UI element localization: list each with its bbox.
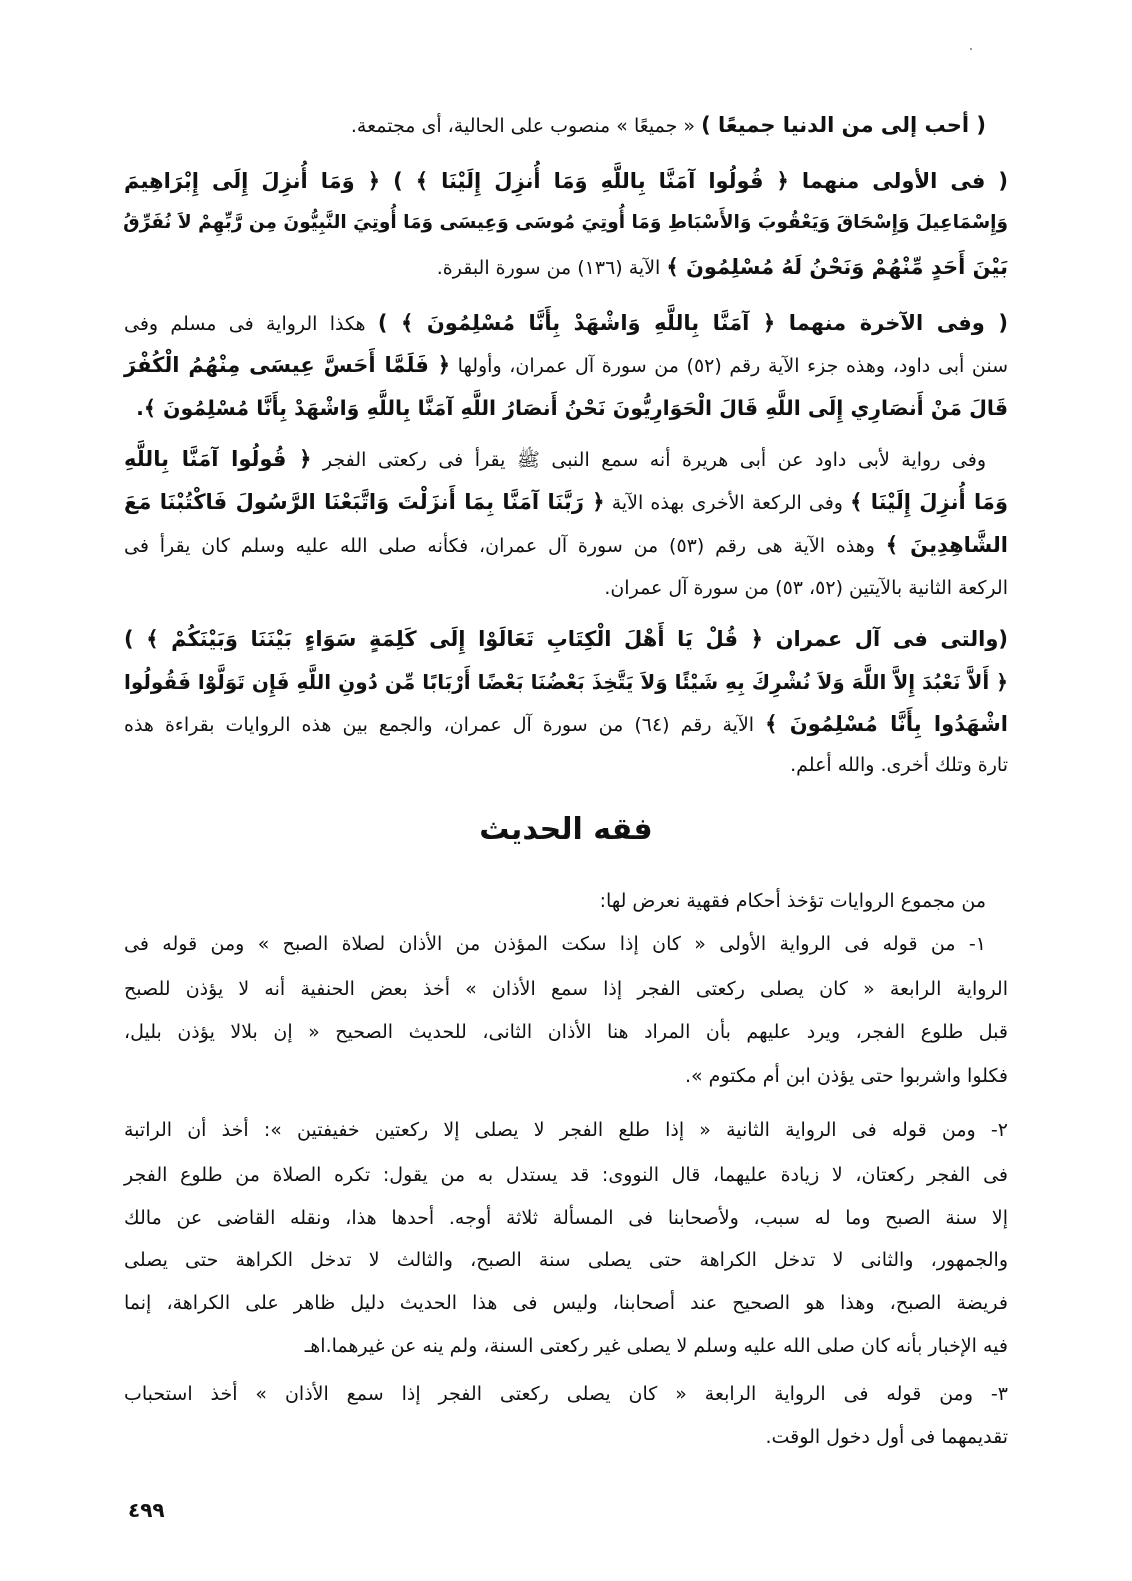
body-text-run: وهذه الآية هى رقم (٥٣) من سورة آل عمران، فكأنه صلى الله عليه وسلم كان يقرأ فى — [124, 535, 886, 557]
text-line — [124, 1017, 1008, 1047]
text-line — [124, 393, 1008, 425]
body-text-run: الركعة الثانية بالآيتين (٥٢، ٥٣) من سورة آل عمران. — [604, 577, 1008, 599]
body-text-run: فى الفجر ركعتان، لا زيادة عليهما، قال النووى: قد يستدل به من يقول: تكره الصلاة من طلوع الفجر — [124, 1164, 1008, 1186]
text-line — [124, 487, 1008, 518]
text-line — [124, 350, 1008, 381]
scan-speck — [970, 48, 972, 50]
body-text-run: وفى رواية لأبى داود عن أبى هريرة أنه سمع النبى ﷺ يقرأ فى ركعتى الفجر — [311, 449, 986, 471]
quote-text: الشَّاهِدِينَ ﴾ — [885, 533, 1008, 557]
text-line — [124, 530, 1008, 561]
quote-text: ﴿ رَبَّنَا آمَنَّا بِمَا أَنزَلْتَ وَاتَّبَعْنَا الرَّسُولَ فَاكْتُبْنَا مَعَ — [124, 490, 605, 514]
quote-text: ( وفى الآخرة منهما ﴿ آمَنَّا بِاللَّهِ وَاشْهَدْ بِأَنَّا مُسْلِمُونَ ﴾ ) — [377, 311, 1008, 335]
text-line — [124, 1422, 1008, 1452]
body-text-run: الرواية الرابعة « كان يصلى ركعتى الفجر إذا سمع الأذان » أخذ بعض الحنفية أنه لا يؤذن للصبح — [124, 978, 1008, 1000]
text-line — [124, 444, 1008, 475]
body-text-run: فيه الإخبار بأنه كان صلى الله عليه وسلم لا يصلى غير ركعتى السنة، ولم ينه عن غيرهما.اهـ — [304, 1335, 1008, 1357]
quote-text: ﴿ أَلاَّ نَعْبُدَ إِلاَّ اللَّهَ وَلاَ نُشْرِكَ بِهِ شَيْئًا وَلاَ يَتَّخِذَ بَعْضُنَا بَعْضًا أَرْبَابًا مِّن دُونِ اللَّهِ فَإِن تَوَلَّوْا فَقُولُوا — [124, 670, 1008, 694]
body-text-run: وفى الركعة الأخرى بهذه الآية — [604, 492, 851, 514]
text-line — [124, 750, 1008, 780]
text-line — [124, 110, 1008, 141]
text-line — [124, 1379, 1008, 1409]
quote-text: ( أحب إلى من الدنيا جميعًا ) — [701, 113, 986, 137]
body-text-run: ٣- ومن قوله فى الرواية الرابعة « كان يصلى ركعتى الفجر إذا سمع الأذان » أخذ استحباب — [124, 1383, 1008, 1405]
text-line — [124, 974, 1008, 1004]
quote-text: ﴿ قُولُوا آمَنَّا بِاللَّهِ — [124, 447, 312, 471]
quote-text: اشْهَدُوا بِأَنَّا مُسْلِمُونَ ﴾ — [765, 712, 1008, 736]
body-text-run: فكلوا واشربوا حتى يؤذن ابن أم مكتوم ». — [684, 1065, 1008, 1087]
text-line — [124, 208, 1008, 238]
section-heading: فقه الحديث — [479, 812, 653, 847]
body-text-run: « جميعًا » منصوب على الحالية، أى مجتمعة. — [350, 115, 702, 137]
quote-text: (والتى فى آل عمران ﴿ قُلْ يَا أَهْلَ الْكِتَابِ تَعَالَوْا إِلَى كَلِمَةٍ سَوَاءٍ بَيْنَنَا وَبَيْنَكُمْ ﴾ ) — [124, 627, 1008, 651]
quote-text: قَالَ مَنْ أَنصَارِي إِلَى اللَّهِ قَالَ الْحَوَارِيُّونَ نَحْنُ أَنصَارُ اللَّهِ آمَنَّا بِاللَّهِ وَاشْهَدْ بِأَنَّا مُسْلِمُونَ ﴾. — [136, 396, 1008, 420]
quote-text: ﴿ فَلَمَّا أَحَسَّ عِيسَى مِنْهُمُ الْكُفْرَ — [124, 353, 451, 377]
body-text-run: من مجموع الروايات تؤخذ أحكام فقهية نعرض لها: — [599, 890, 986, 912]
body-text-run: ٢- ومن قوله فى الرواية الثانية « إذا طلع الفجر لا يصلى إلا ركعتين خفيفتين »: أخذ أن الراتبة — [124, 1119, 1008, 1141]
body-text-run: هكذا الرواية فى مسلم وفى — [124, 313, 378, 335]
quote-text: ( فى الأولى منهما ﴿ قُولُوا آمَنَّا بِاللَّهِ وَمَا أُنزِلَ إِلَيْنَا ﴾ ) ﴿ وَمَا أُنزِلَ إِلَى إِبْرَاهِيمَ — [124, 169, 1008, 193]
text-line — [124, 667, 1008, 699]
body-text-run: الآية رقم (٦٤) من سورة آل عمران، والجمع بين هذه الروايات بقراءة هذه — [124, 714, 766, 736]
text-line — [124, 886, 1008, 916]
text-line — [124, 1245, 1008, 1275]
text-line — [124, 1331, 1008, 1361]
body-text-run: فريضة الصبح، وهذا هو الصحيح عند أصحابنا، وليس فى هذا الحديث دليل ظاهر على الكراهة، إنما — [124, 1292, 1008, 1314]
text-line — [124, 1288, 1008, 1318]
body-text-run: إلا سنة الصبح وما له سبب، ولأصحابنا فى المسألة ثلاثة أوجه. أحدها هذا، ونقله القاضى عن مالك — [124, 1207, 1008, 1229]
text-line — [124, 624, 1008, 655]
body-text-run: الآية (١٣٦) من سورة البقرة. — [436, 257, 667, 279]
body-text-run: قبل طلوع الفجر، ويرد عليهم بأن المراد هنا الأذان الثانى، للحديث الصحيح « إن بلالا يؤذن بليل، — [124, 1021, 1008, 1043]
body-text-run: سنن أبى داود، وهذه جزء الآية رقم (٥٢) من سورة آل عمران، وأولها — [450, 355, 1009, 377]
text-line — [124, 1160, 1008, 1190]
text-line — [124, 573, 1008, 603]
text-line — [124, 1115, 1008, 1145]
body-text-run: تارة وتلك أخرى. والله أعلم. — [790, 754, 1008, 776]
text-line — [124, 308, 1008, 339]
quote-text: وَمَا أُنزِلَ إِلَيْنَا ﴾ — [850, 490, 1008, 514]
page-number: ٤٩٩ — [128, 1498, 165, 1522]
body-text-run: تقديمهما فى أول دخول الوقت. — [765, 1426, 1008, 1448]
body-text-run: والجمهور، والثانى لا تدخل الكراهة حتى يصلى سنة الصبح، والثالث لا تدخل الكراهة حتى يصلى — [124, 1249, 1008, 1271]
text-line — [124, 1203, 1008, 1233]
quote-text: بَيْنَ أَحَدٍ مِّنْهُمْ وَنَحْنُ لَهُ مُسْلِمُونَ ﴾ — [666, 255, 1008, 279]
text-line — [124, 166, 1008, 197]
text-line — [124, 709, 1008, 740]
text-line — [124, 1061, 1008, 1091]
quote-text: وَإِسْمَاعِيلَ وَإِسْحَاقَ وَيَعْقُوبَ وَالأَسْبَاطِ وَمَا أُوتِيَ مُوسَى وَعِيسَى وَمَا أُوتِيَ النَّبِيُّونَ مِن رَّبِّهِمْ لاَ نُفَرِّقُ — [123, 212, 1008, 233]
text-line — [124, 252, 1008, 283]
text-line — [124, 929, 1008, 959]
body-text-run: ١- من قوله فى الرواية الأولى « كان إذا سكت المؤذن من الأذان لصلاة الصبح » ومن قوله فى — [124, 933, 986, 955]
